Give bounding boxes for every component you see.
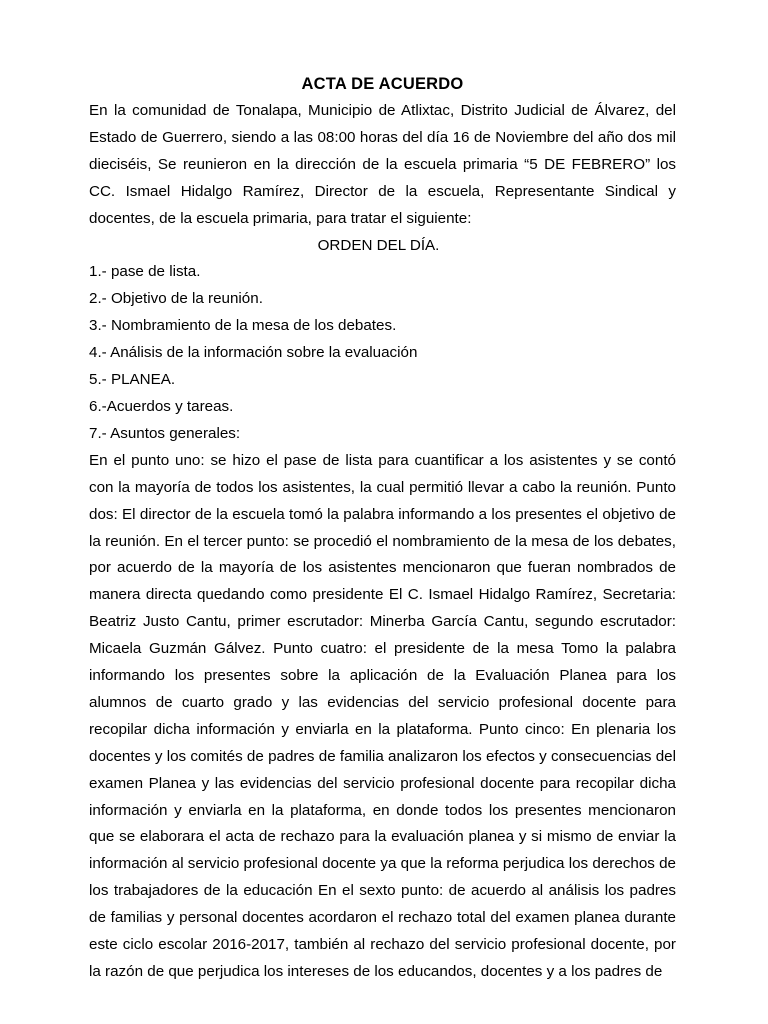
agenda-item: 6.-Acuerdos y tareas. xyxy=(89,397,234,415)
agenda-item: 5.- PLANEA. xyxy=(89,371,176,389)
document-title: ACTA DE ACUERDO xyxy=(301,75,464,93)
agenda-item: 3.- Nombramiento de la mesa de los debates. xyxy=(89,317,397,335)
document-page xyxy=(89,74,676,986)
agenda-heading: ORDEN DEL DÍA. xyxy=(317,236,440,254)
agenda-item: 2.- Objetivo de la reunión. xyxy=(89,290,263,308)
agenda-item: 7.- Asuntos generales: xyxy=(89,424,241,442)
intro-paragraph: En la comunidad de Tonalapa, Municipio de Atlixtac, Distrito Judicial de Álvarez, del Estado de Guerrero, siendo a las 08:00 horas del día 16 de Noviembre del año dos mil dieciséis, Se reunieron en la dirección de la escuela primaria “5 DE FEBRERO” los CC. Ismael Hidalgo Ramírez, Director de la escuela, Representante Sindical y docentes, de la escuela primaria, para tratar el siguiente: xyxy=(89,102,676,227)
agenda-item: 4.- Análisis de la información sobre la evaluación xyxy=(89,344,418,362)
agenda-list xyxy=(89,259,676,447)
agenda-item: 1.- pase de lista. xyxy=(89,263,201,281)
body-paragraph: En el punto uno: se hizo el pase de lista para cuantificar a los asistentes y se contó con la mayoría de todos los asistentes, la cual permitió llevar a cabo la reunión. Punto dos: El director de la escuela tomó la palabra informando a los presentes el objetivo de la reunión. En el tercer punto: se procedió el nombramiento de la mesa de los debates, por acuerdo de la mayoría de los asistentes mencionaron que fueran nombrados de manera directa quedando como presidente El C. Ismael Hidalgo Ramírez, Secretaria: Beatriz Justo Cantu, primer escrutador: Minerba García Cantu, segundo escrutador: Micaela Guzmán Gálvez. Punto cuatro: el presidente de la mesa Tomo la palabra informando los presentes sobre la aplicación de la Evaluación Planea para los alumnos de cuarto grado y las evidencias del servicio profesional docente para recopilar dicha información y enviarla en la plataforma. Punto cinco: En plenaria los docentes y los comités de padres de familia analizaron los efectos y consecuencias del examen Planea y las evidencias del servicio profesional docente para recopilar dicha información y enviarla en la plataforma, en donde todos los presentes mencionaron que se elaborara el acta de rechazo para la evaluación planea y si mismo de enviar la información al servicio profesional docente ya que la reforma perjudica los derechos de los trabajadores de la educación En el sexto punto: de acuerdo al análisis los padres de familias y personal docentes acordaron el rechazo total del examen planea durante este ciclo escolar 2016-2017, también al rechazo del servicio profesional docente, por la razón de que perjudica los intereses de los educandos, docentes y a los padres de xyxy=(89,451,676,980)
